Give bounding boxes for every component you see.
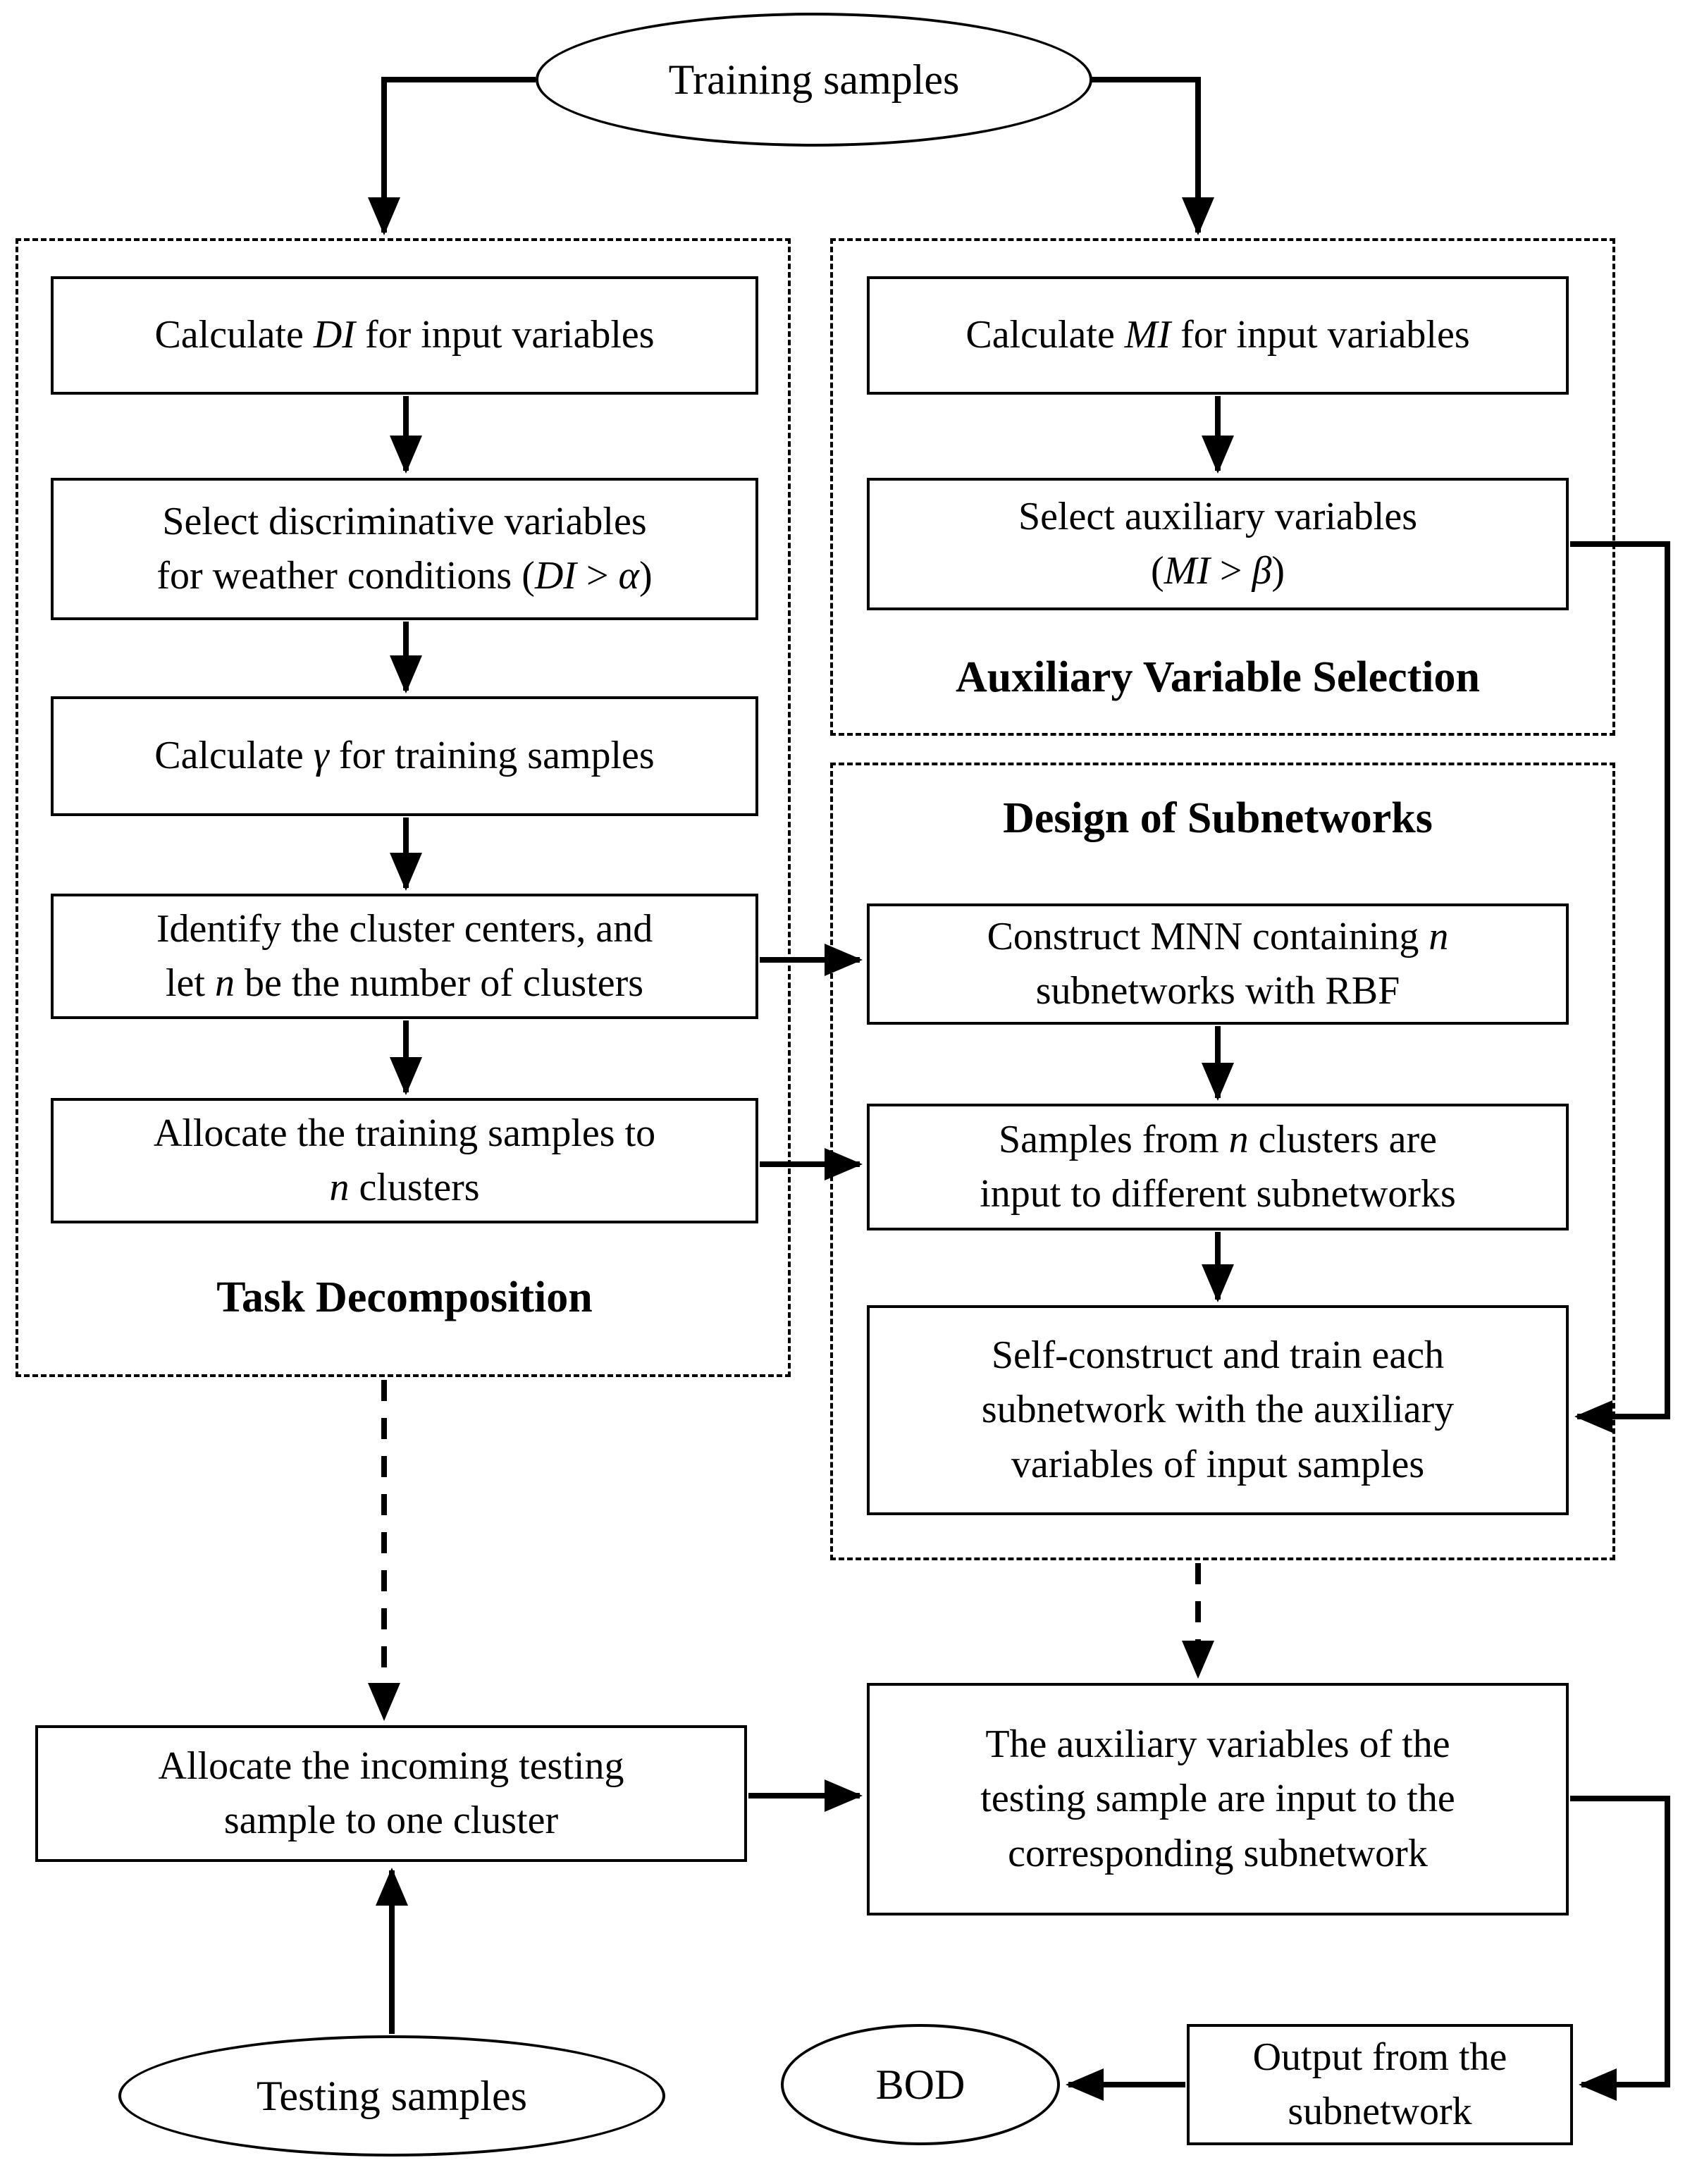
step-calculate-di [51, 276, 758, 395]
step-identify-cluster-centers [51, 894, 758, 1019]
label-task-decomposition [51, 1267, 758, 1328]
label-auxiliary-variable-selection [867, 647, 1569, 708]
arrow-training-to-aux-selection [1091, 80, 1198, 233]
step-self-construct-train [867, 1305, 1569, 1515]
step-auxiliary-variables-testing-label: The auxiliary variables of the testing sample are input to the corresponding subnetwork [980, 1722, 1455, 1875]
step-allocate-training-samples [51, 1098, 758, 1223]
step-calculate-mi-label: Calculate MI for input variables [965, 313, 1470, 357]
step-calculate-mi [867, 276, 1569, 395]
label-auxiliary-variable-selection-text: Auxiliary Variable Selection [956, 653, 1480, 701]
label-task-decomposition-text: Task Decomposition [216, 1273, 593, 1321]
step-samples-from-clusters [867, 1104, 1569, 1230]
step-samples-from-clusters-label: Samples from n clusters are input to different subnetworks [980, 1117, 1456, 1216]
step-identify-cluster-centers-label: Identify the cluster centers, and let n be the number of clusters [156, 906, 653, 1005]
step-construct-mnn [867, 903, 1569, 1025]
arrow-training-to-task-decomposition [384, 80, 536, 233]
step-output-from-subnetwork [1187, 2024, 1573, 2145]
step-allocate-testing-sample-label: Allocate the incoming testing sample to one cluster [158, 1744, 624, 1842]
step-auxiliary-variables-testing [867, 1683, 1569, 1915]
terminal-bod [781, 2024, 1060, 2145]
step-select-discriminative-variables-label: Select discriminative variables for weather conditions (DI > α) [156, 499, 653, 598]
step-select-auxiliary-variables-label: Select auxiliary variables (MI > β) [1018, 494, 1417, 593]
step-select-auxiliary-variables [867, 478, 1569, 610]
terminal-bod-label: BOD [875, 2061, 965, 2108]
label-design-of-subnetworks [867, 788, 1569, 849]
terminal-testing-samples [118, 2035, 665, 2157]
step-allocate-training-samples-label: Allocate the training samples to n clusters [153, 1111, 656, 1209]
step-select-discriminative-variables [51, 478, 758, 620]
step-self-construct-train-label: Self-construct and train each subnetwork with the auxiliary variables of input samples [981, 1333, 1455, 1486]
terminal-training-samples-label: Training samples [668, 56, 960, 103]
step-output-from-subnetwork-label: Output from the subnetwork [1252, 2035, 1507, 2133]
label-design-of-subnetworks-text: Design of Subnetworks [1003, 794, 1433, 842]
terminal-training-samples [536, 13, 1092, 147]
step-calculate-di-label: Calculate DI for input variables [154, 313, 655, 357]
step-construct-mnn-label: Construct MNN containing n subnetworks with RBF [987, 914, 1449, 1013]
step-calculate-gamma [51, 696, 758, 816]
arrow-aux-testing-to-output [1570, 1799, 1667, 2085]
terminal-testing-samples-label: Testing samples [256, 2072, 528, 2119]
step-calculate-gamma-label: Calculate γ for training samples [154, 734, 655, 778]
step-allocate-testing-sample [35, 1725, 747, 1862]
